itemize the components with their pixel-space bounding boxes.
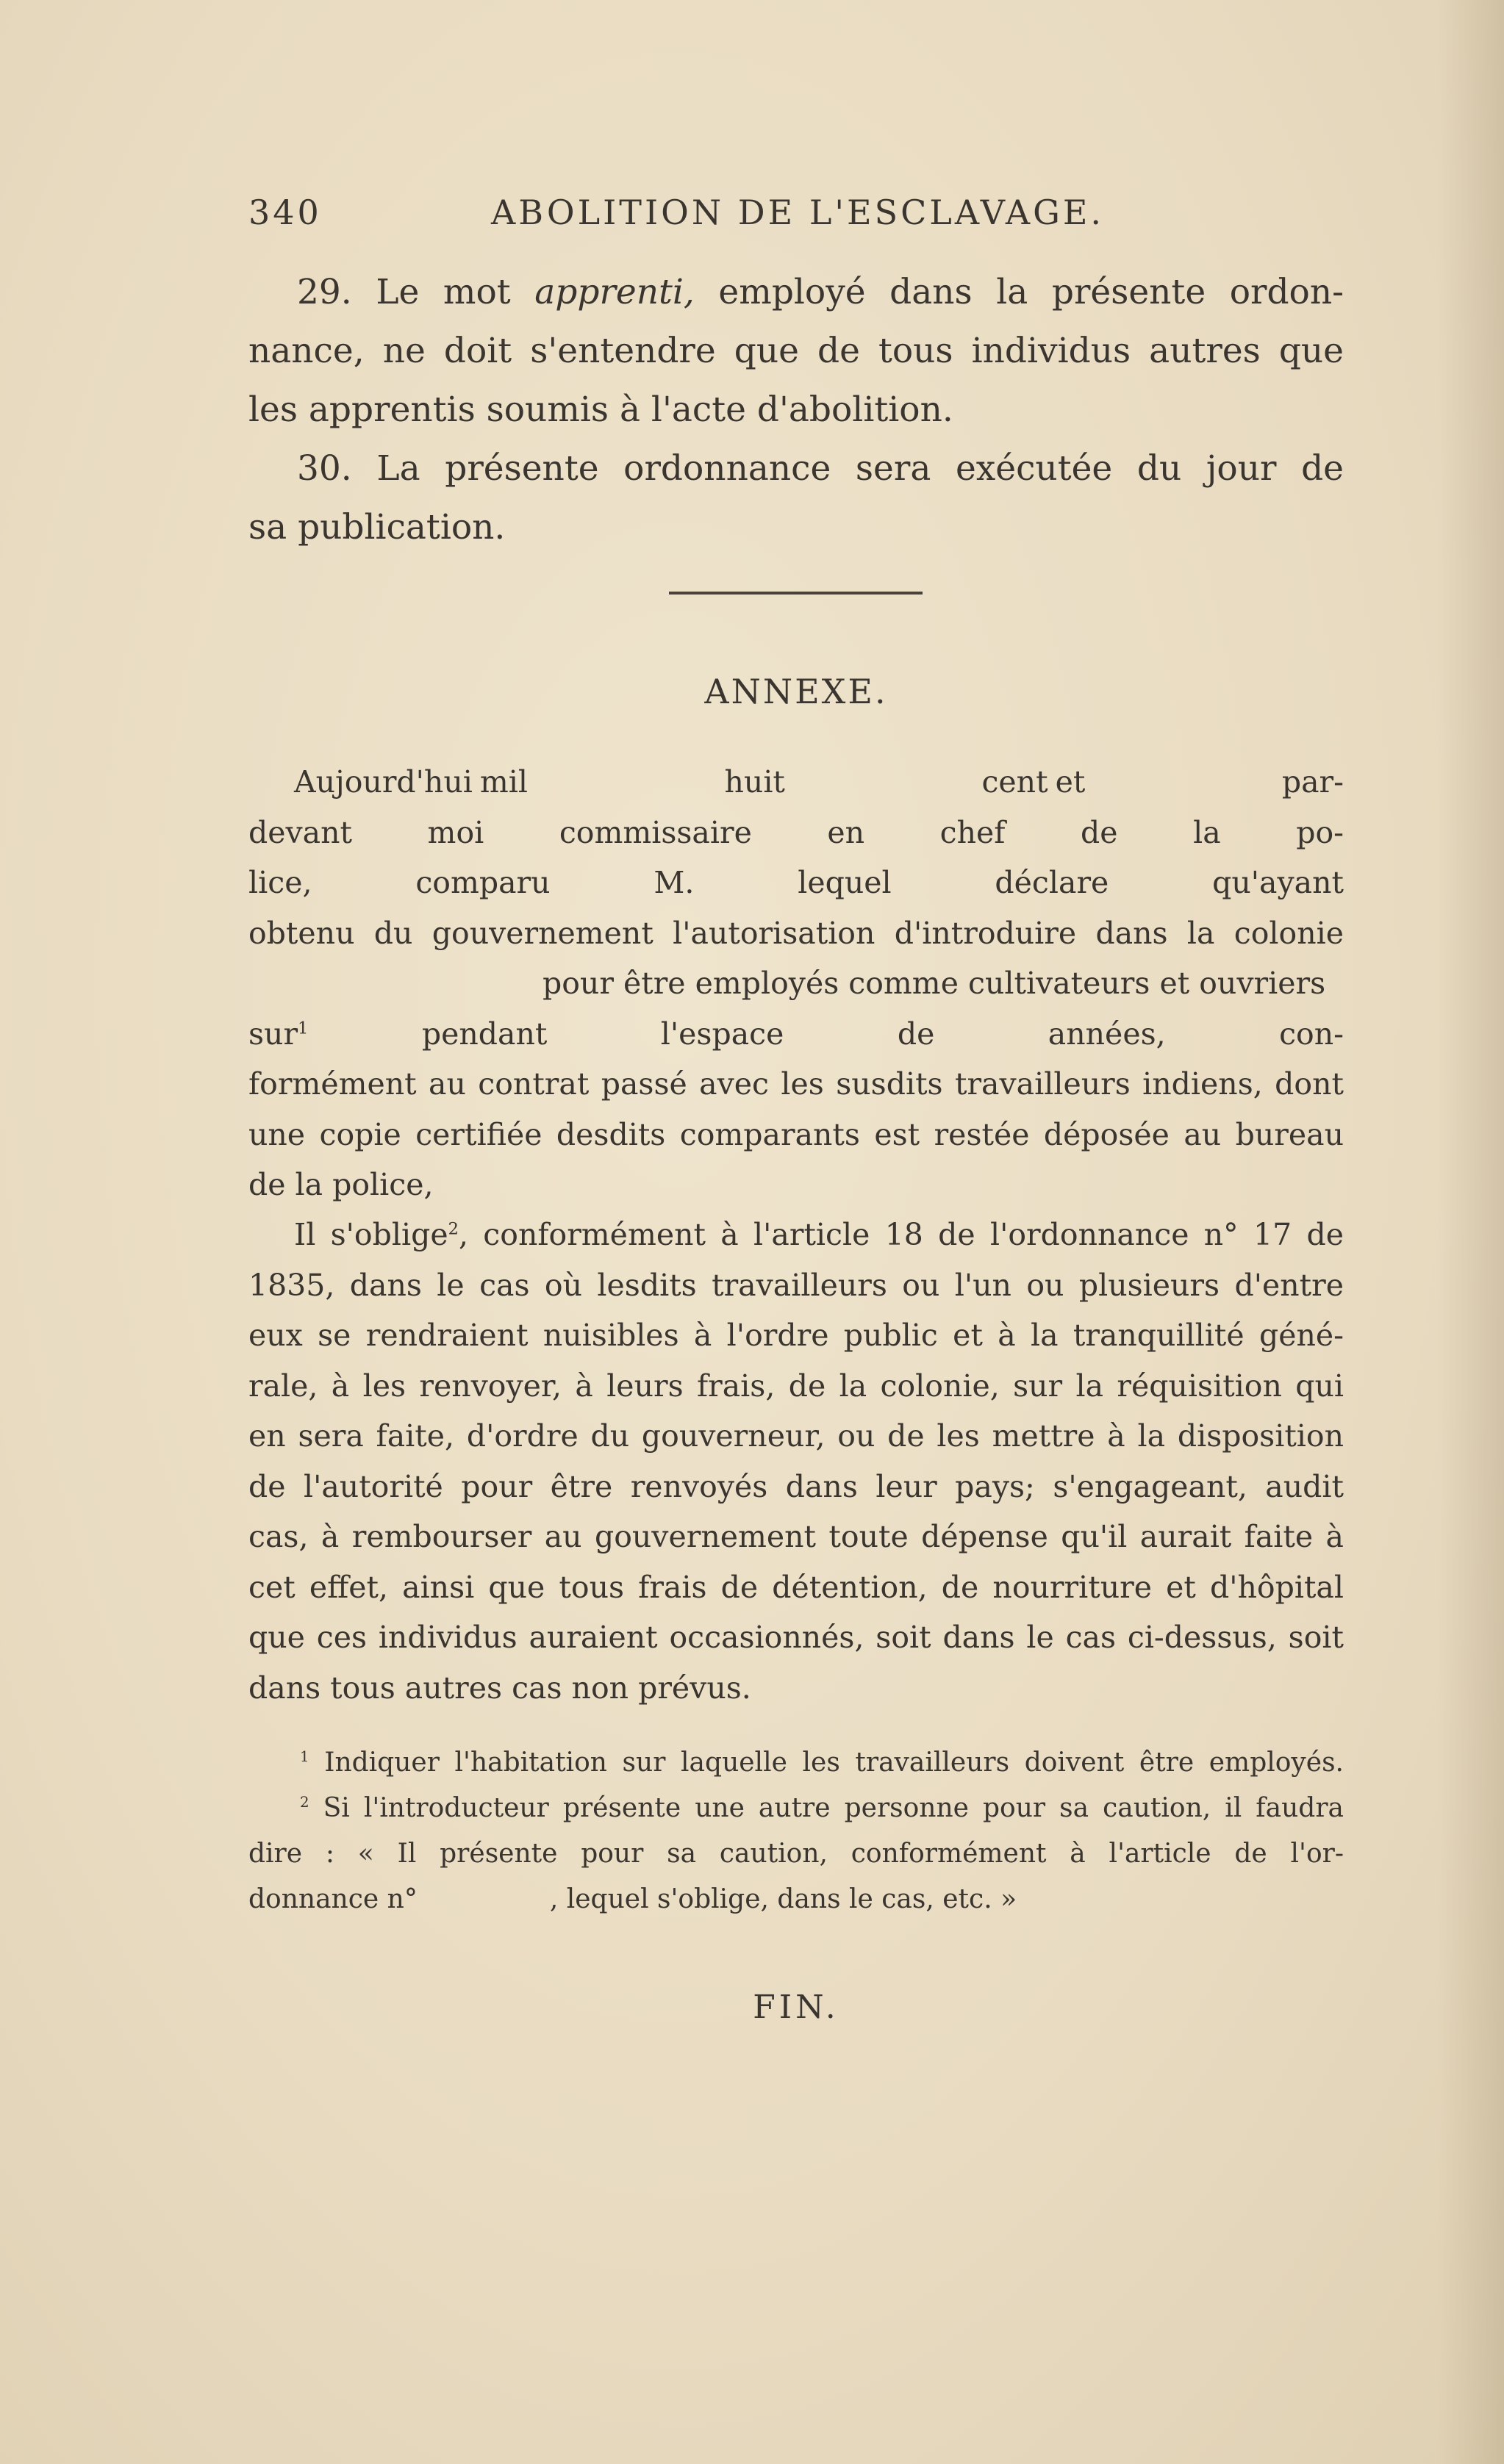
footnote-mark: 2 bbox=[300, 1794, 309, 1811]
text-run bbox=[248, 1016, 308, 1052]
annexe-line: une copie certifiée desdits comparants est restée déposée au bureau bbox=[248, 1116, 1344, 1152]
text-run: années, con- bbox=[1048, 1016, 1344, 1052]
annexe-line: en sera faite, d'ordre du gouverneur, ou de les mettre à la disposition bbox=[248, 1418, 1344, 1454]
text-run: comparu M. bbox=[415, 865, 695, 900]
annexe-line: cet effet, ainsi que tous frais de détention, de nourriture et d'hôpital bbox=[248, 1569, 1344, 1605]
text-run: Aujourd'hui bbox=[294, 764, 473, 800]
text-run: donnance n° bbox=[248, 1884, 418, 1914]
text-run: employé dans la présente ordon- bbox=[694, 272, 1344, 312]
end-mark: FIN. bbox=[753, 1989, 839, 2026]
running-title: ABOLITION DE L'ESCLAVAGE. bbox=[491, 193, 1105, 232]
text-run: pendant l'espace de bbox=[421, 1016, 935, 1052]
articles-section bbox=[248, 263, 1344, 557]
text-run: , conformément à l'article 18 de l'ordonnance n° 17 de bbox=[458, 1217, 1344, 1252]
page-number: 340 bbox=[248, 193, 322, 232]
annexe-line bbox=[248, 1009, 1344, 1060]
annexe-line: formément au contrat passé avec les susdits travailleurs indiens, dont bbox=[248, 1066, 1344, 1102]
text-run bbox=[294, 1217, 1344, 1252]
text-run: lice, bbox=[248, 865, 312, 900]
text-run: Si l'introducteur présente une autre personne pour sa caution, il faudra bbox=[323, 1793, 1344, 1823]
article-29-line: les apprentis soumis à l'acte d'abolition. bbox=[248, 389, 953, 430]
text-run: Indiquer l'habitation sur laquelle les travailleurs doivent être employés. bbox=[324, 1748, 1344, 1778]
footnote-1 bbox=[248, 1740, 1344, 1786]
text-run: de l'or- bbox=[1234, 1839, 1344, 1869]
footnote-2-line bbox=[248, 1786, 1344, 1831]
page-edge-shadow bbox=[1438, 0, 1504, 2464]
running-header bbox=[248, 193, 1344, 244]
text-run: devant moi bbox=[248, 814, 484, 850]
annexe-line: obtenu du gouvernement l'autorisation d'introduire dans la colonie bbox=[248, 915, 1344, 951]
text-run: mil huit cent bbox=[479, 764, 1048, 800]
article-29-line: nance, ne doit s'entendre que de tous individus autres que bbox=[248, 331, 1344, 371]
annexe-line: rale, à les renvoyer, à leurs frais, de la colonie, sur la réquisition qui bbox=[248, 1368, 1344, 1404]
text-run bbox=[300, 1748, 1344, 1778]
footnote-mark: 1 bbox=[300, 1748, 309, 1765]
annexe-line: 1835, dans le cas où lesdits travailleurs ou l'un ou plusieurs d'entre bbox=[248, 1267, 1344, 1303]
annexe-line bbox=[248, 808, 1344, 858]
text-run: dire : « Il présente pour sa caution, conformément à l'article bbox=[248, 1839, 1211, 1869]
text-run: et par- bbox=[1055, 764, 1344, 800]
annexe-line: de la police, bbox=[248, 1167, 434, 1202]
text-run: 29. Le mot bbox=[297, 272, 535, 312]
annexe-paragraph-2 bbox=[248, 1210, 1344, 1713]
text-run bbox=[300, 1793, 1344, 1823]
text-run: , lequel s'oblige, dans le cas, etc. » bbox=[549, 1884, 1017, 1914]
footnote-ref: 2 bbox=[448, 1219, 459, 1239]
footnote-ref: 1 bbox=[298, 1018, 309, 1038]
article-30-line: sa publication. bbox=[248, 507, 506, 547]
article-30-line: 30. La présente ordonnance sera exécutée du jour de bbox=[297, 448, 1344, 489]
article-29-line bbox=[248, 263, 1344, 322]
annexe-line: eux se rendraient nuisibles à l'ordre public et à la tranquillité géné- bbox=[248, 1318, 1344, 1353]
annexe-title: ANNEXE. bbox=[704, 672, 888, 711]
italic-term: apprenti, bbox=[534, 272, 695, 312]
annexe-line: dans tous autres cas non prévus. bbox=[248, 1670, 751, 1706]
text-run: commissaire en chef de la po- bbox=[559, 814, 1344, 850]
annexe-line bbox=[248, 858, 1344, 908]
annexe-line: que ces individus auraient occasionnés, soit dans le cas ci-dessus, soit bbox=[248, 1620, 1344, 1655]
text-run: Il s'oblige bbox=[294, 1217, 448, 1252]
annexe-line bbox=[248, 1210, 1344, 1260]
annexe-line: de l'autorité pour être renvoyés dans leur pays; s'engageant, audit bbox=[248, 1468, 1344, 1504]
footnote-2-line bbox=[248, 1831, 1344, 1877]
footnote-2-line bbox=[248, 1877, 1344, 1922]
text-run: sur bbox=[248, 1016, 298, 1052]
footnotes bbox=[248, 1740, 1344, 1922]
annexe-line: cas, à rembourser au gouvernement toute dépense qu'il aurait faite à bbox=[248, 1519, 1344, 1554]
text-run: lequel déclare qu'ayant bbox=[798, 865, 1344, 900]
annexe-paragraph-1 bbox=[248, 757, 1344, 1210]
section-divider bbox=[669, 592, 923, 595]
annexe-line bbox=[248, 757, 1344, 808]
annexe-line: pour être employés comme cultivateurs et ouvriers bbox=[542, 966, 1326, 1001]
